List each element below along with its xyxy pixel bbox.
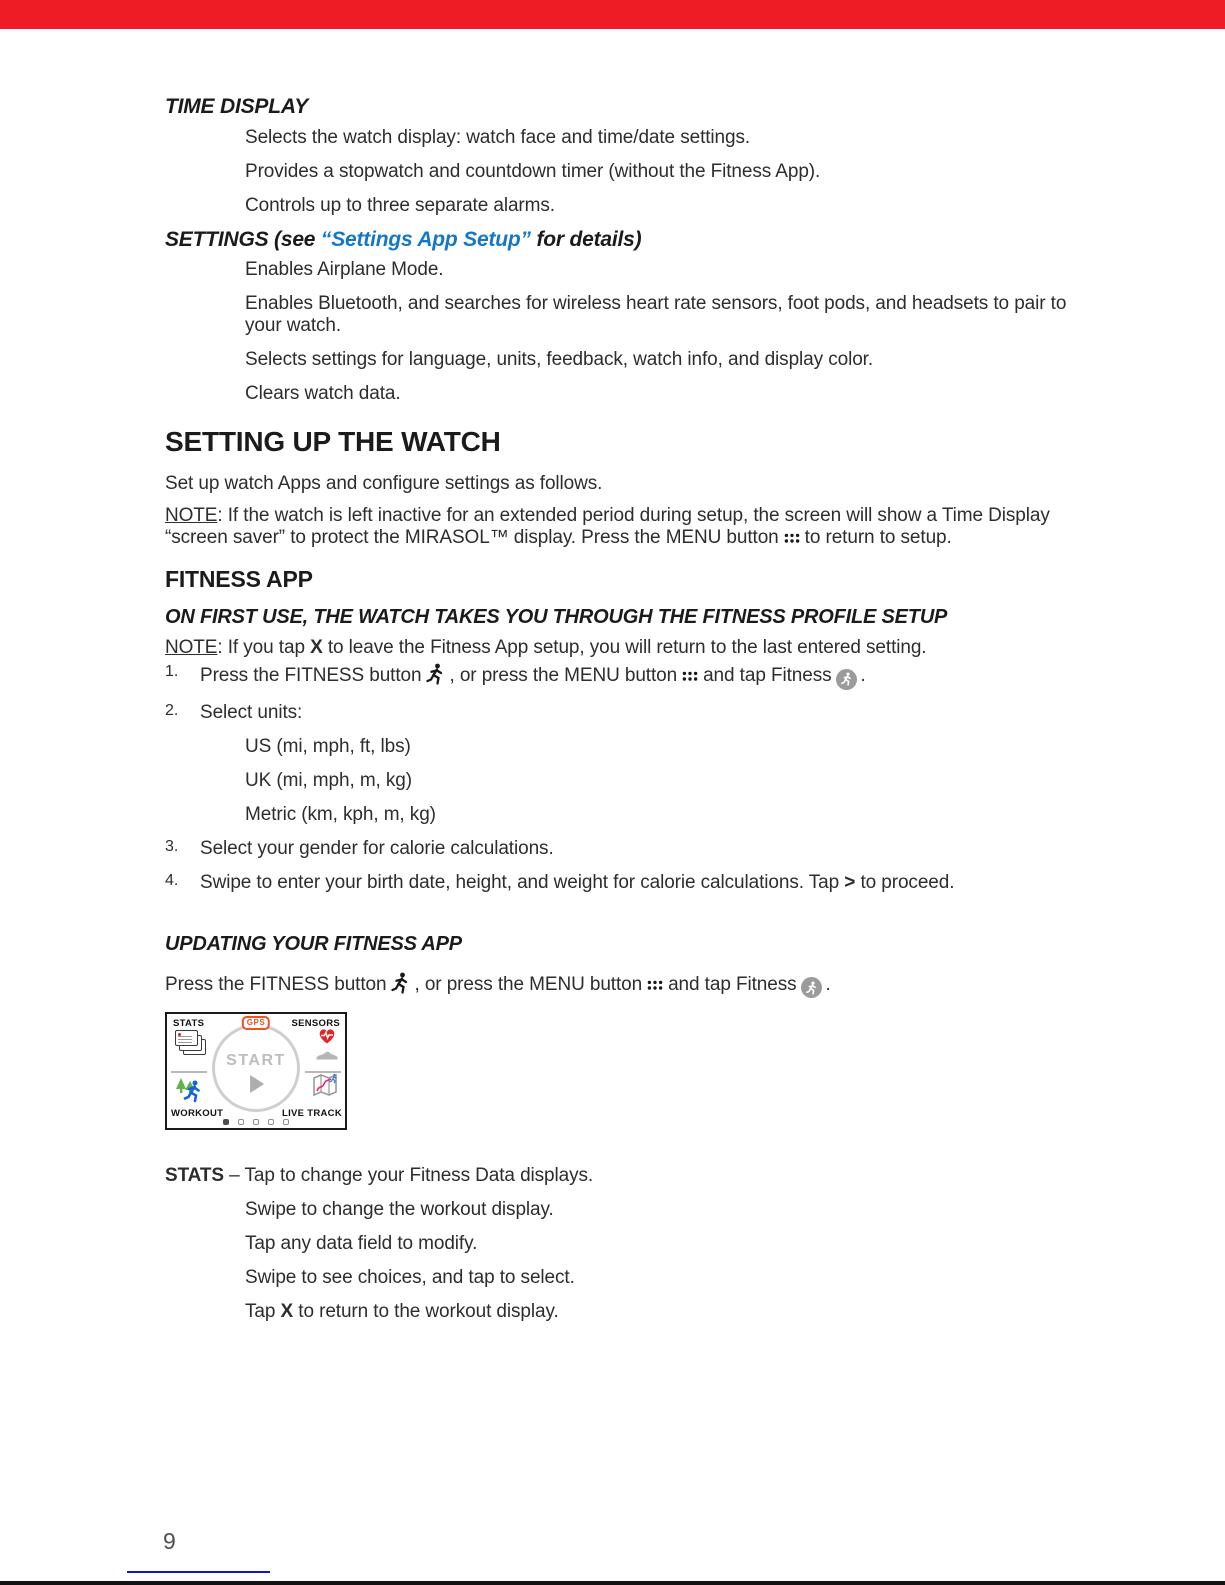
menu-dots-icon [682, 671, 698, 682]
step-4 [165, 872, 1070, 894]
stats-last-b: to return to the workout display. [293, 1301, 559, 1322]
footer-link-rule[interactable] [127, 1571, 270, 1573]
x-key: X [280, 1301, 294, 1322]
heading-settings-pre: SETTINGS (see [165, 228, 321, 251]
page-number: 9 [163, 1528, 176, 1554]
start-label: START [226, 1052, 286, 1069]
watch-live-track-label: LIVE TRACK [282, 1108, 342, 1119]
runner-icon [391, 972, 409, 994]
watch-screen-illustration [165, 1012, 347, 1130]
stats-last-a: Tap [245, 1301, 281, 1322]
step-3 [165, 838, 1070, 860]
step1-text-b: , or press the MENU button [449, 665, 678, 686]
fitness-note [165, 637, 1070, 659]
gps-badge: GPS [242, 1016, 270, 1030]
unit-option: UK (mi, mph, m, kg) [245, 769, 413, 791]
greater-than-key: > [844, 871, 856, 893]
step1-period: . [860, 665, 866, 686]
workout-runner-icon [173, 1074, 205, 1106]
note-text-pre: : If you tap [217, 637, 311, 658]
page-content [165, 0, 1070, 1323]
list-item: Selects settings for language, units, feedback, watch info, and display color. [245, 349, 874, 370]
menu-dots-icon [647, 980, 663, 991]
list-item: Enables Bluetooth, and searches for wireless heart rate sensors, foot pods, and headsets to pair to your watch. [245, 293, 1067, 336]
step-number: 3. [165, 837, 179, 855]
setup-note [165, 505, 1070, 549]
list-item [245, 1301, 1070, 1323]
play-icon [250, 1075, 264, 1093]
step4-text-a: Swipe to enter your birth date, height, and weight for calorie calculations. Tap [200, 871, 845, 893]
list-item: Clears watch data. [245, 383, 401, 404]
left-divider [171, 1071, 207, 1073]
step-number: 1. [165, 663, 179, 680]
stats-intro-text: – Tap to change your Fitness Data displays. [223, 1165, 594, 1186]
heading-settings [165, 229, 1070, 250]
watch-workout-label: WORKOUT [171, 1108, 224, 1119]
note-label: NOTE [165, 637, 218, 658]
fitness-app-icon [801, 977, 822, 998]
unit-option: US (mi, mph, ft, lbs) [245, 735, 411, 757]
heading-time-display: TIME DISPLAY [165, 95, 309, 118]
menu-dots-icon [784, 533, 800, 544]
page-indicator-dots [167, 1119, 345, 1125]
heading-on-first-use: ON FIRST USE, THE WATCH TAKES YOU THROUGH THE FITNESS PROFILE SETUP [165, 606, 948, 628]
watch-sensors-label: SENSORS [291, 1018, 340, 1029]
watch-stats-label: STATS [173, 1018, 205, 1029]
step-text: Select units: [200, 701, 303, 723]
list-item: Enables Airplane Mode. [245, 259, 444, 280]
list-item: Selects the watch display: watch face and time/date settings. [245, 127, 751, 148]
step1-text-c: and tap Fitness [703, 665, 832, 686]
updating-period: . [825, 973, 831, 995]
heading-fitness-app: FITNESS APP [165, 566, 313, 592]
runner-icon [426, 663, 444, 685]
list-item: Controls up to three separate alarms. [245, 195, 555, 216]
updating-text-a: Press the FITNESS button [165, 973, 387, 995]
stats-label: STATS [165, 1165, 224, 1186]
setup-intro: Set up watch Apps and configure settings as follows. [165, 473, 603, 494]
step-text: Select your gender for calorie calculations. [200, 837, 554, 859]
start-button-circle [212, 1024, 300, 1112]
page-dot [268, 1119, 274, 1125]
foot-pod-icon [315, 1050, 339, 1061]
updating-line [165, 972, 1070, 999]
heart-rate-icon [317, 1027, 337, 1045]
heading-setting-up-the-watch: SETTING UP THE WATCH [165, 426, 501, 457]
settings-app-setup-link[interactable]: “Settings App Setup” [320, 228, 531, 251]
list-item: Swipe to change the workout display. [245, 1199, 554, 1220]
updating-text-c: and tap Fitness [668, 973, 797, 995]
stats-cards-icon [174, 1029, 206, 1056]
page-dot [238, 1119, 244, 1125]
list-item: Provides a stopwatch and countdown timer (without the Fitness App). [245, 161, 821, 182]
stats-intro [165, 1165, 1070, 1187]
heading-updating-fitness-app: UPDATING YOUR FITNESS APP [165, 932, 462, 955]
page-dot [253, 1119, 259, 1125]
live-track-map-icon [312, 1072, 338, 1098]
page-dot-active [223, 1119, 229, 1125]
list-item: Swipe to see choices, and tap to select. [245, 1267, 575, 1288]
note-text-post: to leave the Fitness App setup, you will return to the last entered setting. [322, 637, 927, 658]
step-number: 4. [165, 871, 179, 889]
step-1 [165, 663, 1070, 690]
step-2 [165, 702, 1070, 724]
fitness-app-icon [836, 669, 857, 690]
heading-settings-post: for details) [530, 228, 642, 251]
unit-option: Metric (km, kph, m, kg) [245, 803, 436, 825]
step-number: 2. [165, 701, 179, 719]
page-dot [283, 1119, 289, 1125]
note-text-post: to return to setup. [804, 527, 952, 548]
step4-text-b: to proceed. [855, 871, 955, 893]
list-item: Tap any data field to modify. [245, 1233, 478, 1254]
step-text [200, 663, 866, 690]
step-text [200, 872, 954, 894]
bottom-black-rule [0, 1581, 1225, 1585]
step1-text-a: Press the FITNESS button [200, 665, 422, 686]
note-label: NOTE [165, 505, 218, 526]
note-text-pre: : If the watch is left inactive for an extended period during setup, the screen will show a Time Display “screen saver” to protect the MIRASOL™ display. Press the MENU button [165, 505, 1050, 548]
updating-text-b: , or press the MENU button [414, 973, 643, 995]
x-key: X [310, 637, 323, 658]
